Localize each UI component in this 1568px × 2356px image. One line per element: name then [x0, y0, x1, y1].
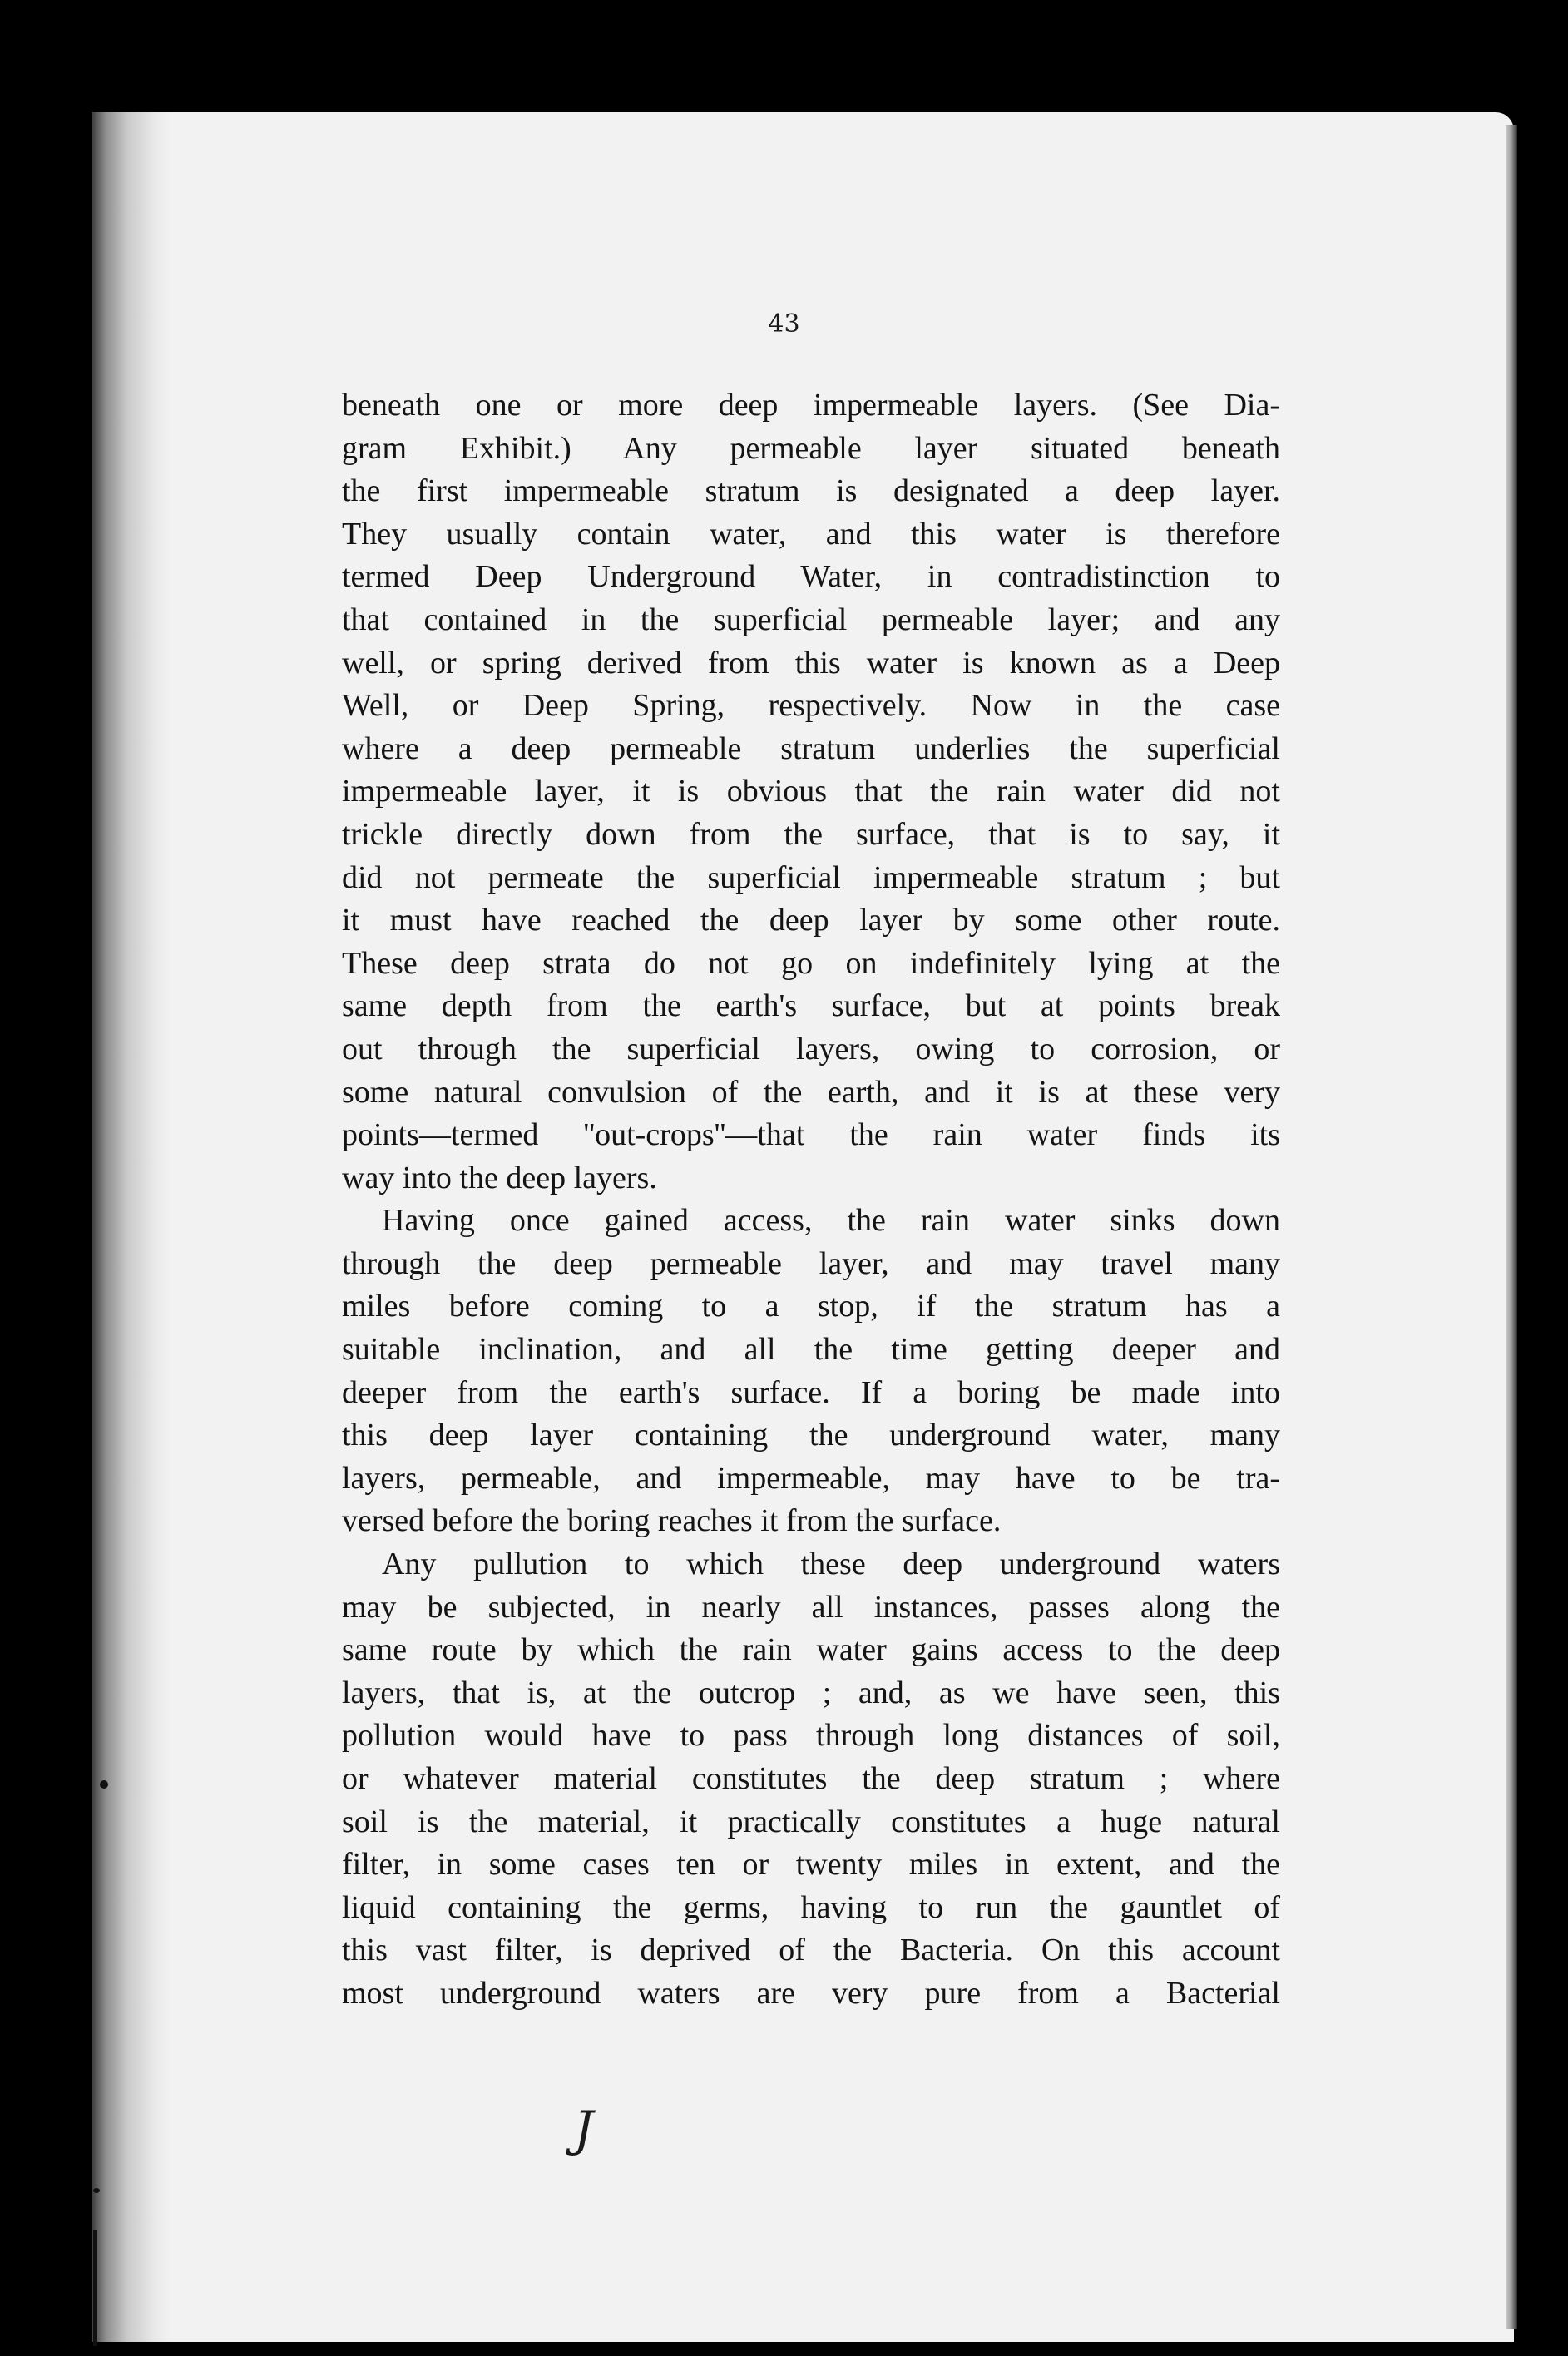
paragraph — [342, 1200, 1280, 1543]
text-line: versed before the boring reaches it from the surface. — [342, 1503, 1002, 1539]
footer-mark: J — [574, 2101, 594, 2157]
dust-speck — [93, 2188, 100, 2193]
text-line: this deep layer containing the underground water, many — [342, 1418, 1280, 1453]
text-line: These deep strata do not go on indefinitely lying at the — [342, 945, 1280, 981]
book-gutter-shadow — [92, 112, 171, 2342]
text-line: deeper from the earth's surface. If a boring be made into — [342, 1374, 1280, 1410]
text-line: did not permeate the superficial impermeable stratum ; but — [342, 859, 1280, 895]
text-line: same depth from the earth's surface, but at points break — [342, 988, 1280, 1024]
text-line: They usually contain water, and this water is therefore — [342, 516, 1280, 552]
text-line: miles before coming to a stop, if the stratum has a — [342, 1289, 1280, 1324]
body-text — [342, 384, 1280, 2016]
page-number: 43 — [768, 309, 800, 339]
text-line: Any pullution to which these deep underground waters — [382, 1547, 1280, 1582]
text-line: termed Deep Underground Water, in contradistinction to — [342, 559, 1280, 595]
paragraph — [342, 1543, 1280, 2016]
text-line: beneath one or more deep impermeable layers. (See Dia- — [342, 388, 1280, 423]
text-line: points—termed ''out-crops''—that the rain water finds its — [342, 1117, 1280, 1153]
text-line: through the deep permeable layer, and may travel many — [342, 1245, 1280, 1281]
text-line: layers, permeable, and impermeable, may have to be tra- — [342, 1460, 1280, 1496]
paragraph — [342, 384, 1280, 1200]
text-line: most underground waters are very pure from a Bacterial — [342, 1975, 1280, 2011]
text-line: or whatever material constitutes the deep stratum ; where — [342, 1761, 1280, 1796]
text-line: Well, or Deep Spring, respectively. Now in the case — [342, 688, 1280, 724]
text-line: the first impermeable stratum is designated a deep layer. — [342, 473, 1280, 509]
page-right-edge — [1506, 125, 1517, 2329]
text-line: that contained in the superficial permeable layer; and any — [342, 601, 1280, 637]
text-line: way into the deep layers. — [342, 1160, 657, 1195]
text-line: where a deep permeable stratum underlies the superficial — [342, 730, 1280, 766]
text-line: it must have reached the deep layer by some other route. — [342, 903, 1280, 938]
text-line: liquid containing the germs, having to run the gauntlet of — [342, 1889, 1280, 1925]
text-line: pollution would have to pass through long distances of soil, — [342, 1718, 1280, 1754]
text-line: layers, that is, at the outcrop ; and, as we have seen, this — [342, 1675, 1280, 1710]
gutter-edge-line — [93, 2230, 97, 2346]
text-line: this vast filter, is deprived of the Bacteria. On this account — [342, 1933, 1280, 1968]
text-line: soil is the material, it practically constitutes a huge natural — [342, 1804, 1280, 1839]
text-line: gram Exhibit.) Any permeable layer situated beneath — [342, 430, 1280, 466]
text-line: trickle directly down from the surface, that is to say, it — [342, 816, 1280, 852]
text-line: same route by which the rain water gains access to the deep — [342, 1632, 1280, 1668]
text-line: some natural convulsion of the earth, and it is at these very — [342, 1074, 1280, 1110]
text-line: may be subjected, in nearly all instances, passes along the — [342, 1589, 1280, 1625]
text-line: filter, in some cases ten or twenty miles in extent, and the — [342, 1847, 1280, 1883]
text-line: suitable inclination, and all the time getting deeper and — [342, 1332, 1280, 1368]
text-line: well, or spring derived from this water is known as a Deep — [342, 645, 1280, 681]
text-line: impermeable layer, it is obvious that the rain water did not — [342, 774, 1280, 809]
text-line: out through the superficial layers, owing to corrosion, or — [342, 1031, 1280, 1067]
dust-speck — [100, 1780, 108, 1789]
text-line: Having once gained access, the rain water sinks down — [382, 1203, 1280, 1239]
